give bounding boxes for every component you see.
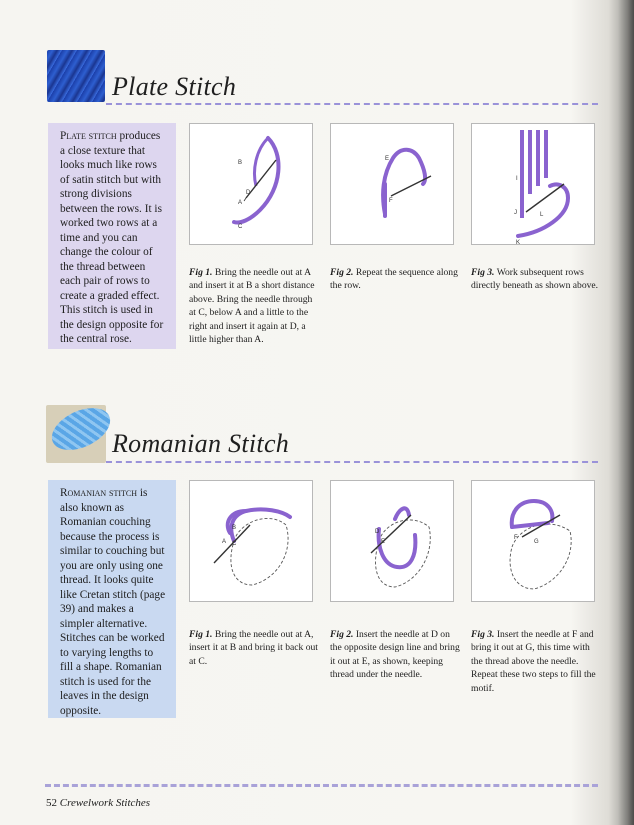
- romanian-fig-1-letter-b: B: [232, 525, 237, 531]
- plate-fig-1-letter-c: C: [238, 224, 243, 230]
- plate-fig-3-caption-text: Work subsequent rows directly beneath as shown above.: [471, 267, 599, 292]
- romanian-fig-2-caption-text: Insert the needle at D on the opposite design line and bring it out at E, as shown, keeping thread under the needle.: [330, 629, 460, 681]
- plate-fig-2-caption: [330, 266, 460, 293]
- plate-stitch-divider: [106, 103, 598, 105]
- romanian-stitch-title: Romanian Stitch: [112, 429, 290, 458]
- plate-fig-1-caption: [189, 266, 319, 346]
- plate-fig-1-letter-b: B: [238, 160, 243, 166]
- plate-fig-1-diagram: [189, 123, 313, 245]
- romanian-fig-2-letter-e: E: [381, 539, 386, 545]
- page-number: 52: [46, 797, 57, 809]
- plate-fig-3-letter-i: I: [516, 176, 518, 182]
- romanian-stitch-swatch-image: [46, 405, 106, 463]
- romanian-stitch-intro-lead: Romanian stitch: [60, 487, 138, 499]
- plate-fig-2-label: Fig 2.: [330, 267, 354, 278]
- plate-fig-2-letter-f: F: [389, 198, 393, 204]
- plate-fig-3-letter-k: K: [516, 240, 521, 244]
- plate-fig-1-label: Fig 1.: [189, 267, 213, 278]
- romanian-fig-1-caption: [189, 628, 319, 668]
- plate-fig-3-label: Fig 3.: [471, 267, 495, 278]
- romanian-fig-2-diagram: [330, 480, 454, 602]
- romanian-fig-3-caption: [471, 628, 601, 695]
- book-title: Crewelwork Stitches: [59, 797, 151, 809]
- romanian-fig-1-letter-a: A: [222, 539, 227, 545]
- plate-stitch-swatch-image: [47, 50, 105, 102]
- romanian-fig-3-letter-f: F: [514, 535, 518, 541]
- romanian-fig-3-label: Fig 3.: [471, 629, 495, 640]
- plate-fig-3-diagram: [471, 123, 595, 245]
- page-binding-shadow: [618, 0, 634, 825]
- romanian-fig-1-label: Fig 1.: [189, 629, 213, 640]
- romanian-stitch-divider: [106, 461, 598, 463]
- romanian-fig-2-caption: [330, 628, 460, 682]
- romanian-fig-3-diagram: [471, 480, 595, 602]
- plate-stitch-intro-text: produces a close texture that looks much like rows of satin stitch but with strong divisions between the rows. It is worked two rows at a time and you can change the colour of the thread between each pair of rows to create a graded effect. This stitch is used in the design opposite for the central rose.: [60, 130, 164, 345]
- romanian-fig-1-caption-text: Bring the needle out at A, insert it at B and bring it back out at C.: [189, 629, 318, 667]
- plate-fig-1-caption-text: Bring the needle out at A and insert it at B a short distance above. Bring the needle through at C, below A and a little to the right and insert it again at D, a little higher than A.: [189, 267, 315, 346]
- plate-fig-2-caption-text: Repeat the sequence along the row.: [330, 267, 458, 292]
- plate-stitch-intro-box: [48, 123, 176, 349]
- plate-fig-3-letter-l: L: [540, 212, 544, 218]
- plate-fig-1-letter-a: A: [238, 200, 243, 206]
- page-footer: [46, 797, 150, 809]
- romanian-fig-3-caption-text: Insert the needle at F and bring it out at G, this time with the thread above the needle. Repeat these two steps to fill the motif.: [471, 629, 596, 694]
- romanian-fig-1-letter-c: C: [232, 541, 237, 547]
- romanian-stitch-intro-text: is also known as Romanian couching because the process is similar to couching but you are only using one thread. It looks quite like Cretan stitch (page 39) and makes a simpler alternative. Stitches can be worked to varying lengths to fill a shape. Romanian stitch is used for the leaves in the design opposite.: [60, 487, 166, 717]
- plate-fig-3-caption: [471, 266, 601, 293]
- romanian-fig-3-letter-g: G: [534, 539, 539, 545]
- plate-stitch-intro-lead: Plate stitch: [60, 130, 117, 142]
- plate-fig-2-letter-e: E: [385, 156, 390, 162]
- romanian-stitch-intro-box: [48, 480, 176, 718]
- plate-fig-3-letter-j: J: [514, 210, 517, 216]
- plate-stitch-title: Plate Stitch: [112, 72, 237, 101]
- footer-divider: [45, 784, 598, 787]
- plate-fig-1-letter-d: D: [246, 190, 251, 196]
- romanian-fig-2-label: Fig 2.: [330, 629, 354, 640]
- romanian-fig-2-letter-d: D: [375, 529, 380, 535]
- romanian-fig-1-diagram: [189, 480, 313, 602]
- plate-fig-2-diagram: [330, 123, 454, 245]
